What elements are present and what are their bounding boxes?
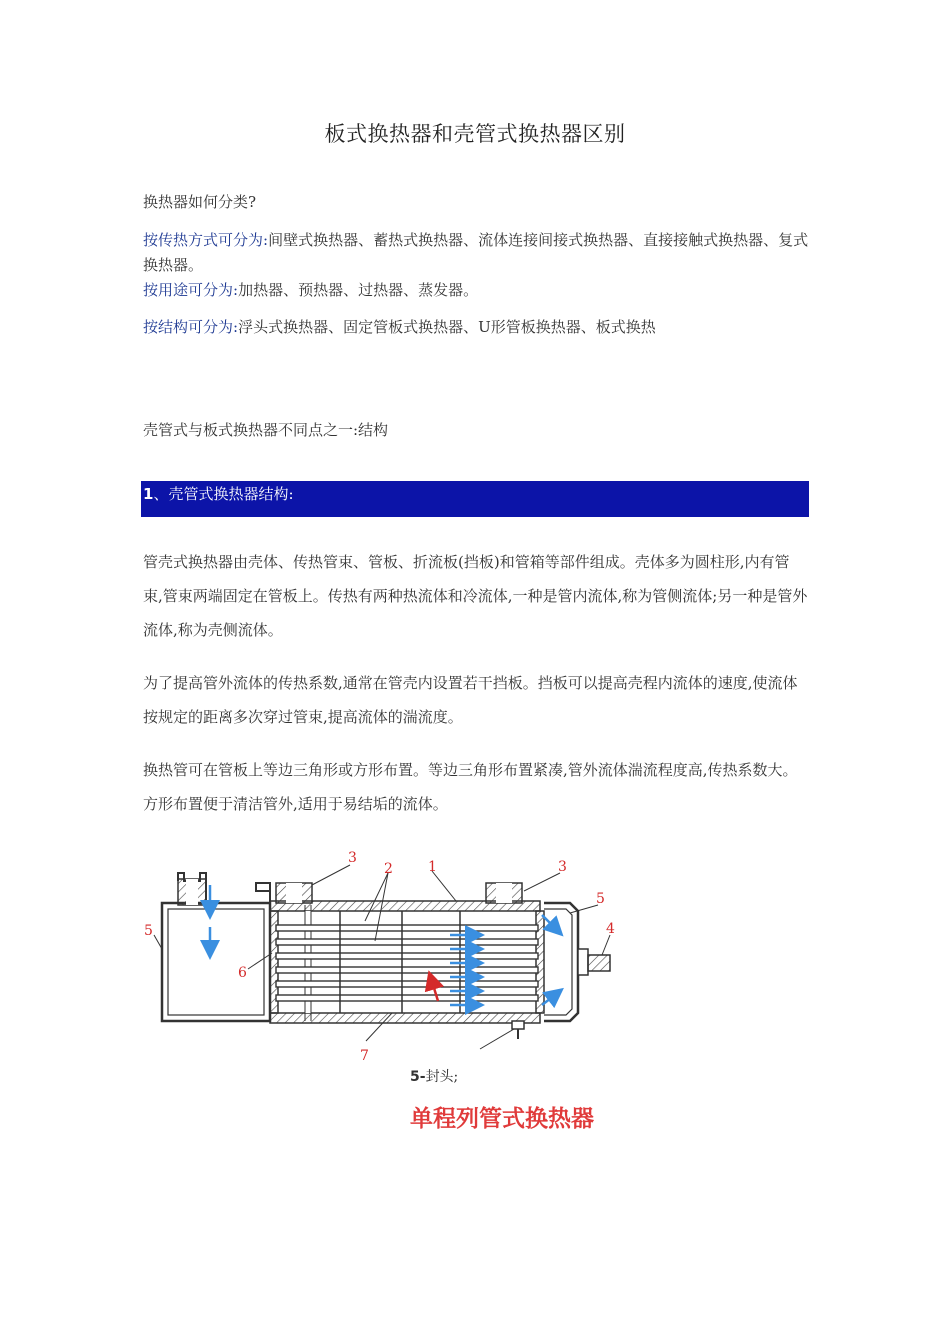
label-5-right: 5 bbox=[596, 891, 605, 907]
section-heading: 、壳管式换热器结构: bbox=[153, 485, 294, 503]
label-7: 7 bbox=[360, 1048, 369, 1060]
page-title: 板式换热器和壳管式换热器区别 bbox=[324, 122, 626, 146]
label-3-top-right: 3 bbox=[558, 859, 567, 875]
paragraph-structure: 管壳式换热器由壳体、传热管束、管板、折流板(挡板)和管箱等部件组成。壳体多为圆柱形,内有管束,管束两端固定在管板上。传热有两种热流体和冷流体,一种是管内流体,称为管侧流体;另一种是管外流体,称为壳侧流体。 bbox=[143, 553, 808, 639]
legend-text: 封头; bbox=[425, 1069, 459, 1085]
structure-text: 浮头式换热器、固定管板式换热器、U形管板换热器、板式换热 bbox=[238, 318, 656, 336]
label-1: 1 bbox=[428, 859, 437, 875]
label-6: 6 bbox=[238, 965, 247, 981]
legend-number: 5- bbox=[410, 1069, 426, 1085]
section-number: 1 bbox=[143, 485, 154, 503]
transfer-text: 间壁式换热器、蓄热式换热器、流体连接间接式换热器、直接接触式换热器、复式换热器。 bbox=[143, 231, 809, 274]
figure-legend bbox=[410, 1066, 458, 1086]
difference-intro: 壳管式与板式换热器不同点之一:结构 bbox=[143, 421, 389, 439]
paragraph-baffles: 为了提高管外流体的传热系数,通常在管壳内设置若干挡板。挡板可以提高壳程内流体的速度,使流体按规定的距离多次穿过管束,提高流体的湍流度。 bbox=[143, 674, 798, 726]
classification-by-structure bbox=[143, 315, 809, 340]
transfer-label: 按传热方式可分为: bbox=[143, 231, 269, 249]
heat-exchanger-diagram bbox=[140, 845, 620, 1060]
paragraph-tube-layout: 换热管可在管板上等边三角形或方形布置。等边三角形布置紧凑,管外流体湍流程度高,传热系数大。方形布置便于清洁管外,适用于易结垢的流体。 bbox=[143, 761, 798, 813]
classification-question: 换热器如何分类? bbox=[143, 193, 257, 211]
classification-by-transfer bbox=[143, 228, 809, 278]
use-text: 加热器、预热器、过热器、蒸发器。 bbox=[238, 281, 479, 299]
structure-label: 按结构可分为: bbox=[143, 318, 239, 336]
classification-by-use bbox=[143, 278, 809, 303]
use-label: 按用途可分为: bbox=[143, 281, 239, 299]
tube-bundle bbox=[276, 911, 538, 1013]
section-banner bbox=[141, 481, 809, 517]
label-4: 4 bbox=[606, 921, 615, 937]
label-2: 2 bbox=[384, 861, 393, 877]
figure-title: 单程列管式换热器 bbox=[410, 1106, 594, 1132]
label-3-top-left: 3 bbox=[348, 850, 357, 866]
label-5-left: 5 bbox=[144, 923, 153, 939]
